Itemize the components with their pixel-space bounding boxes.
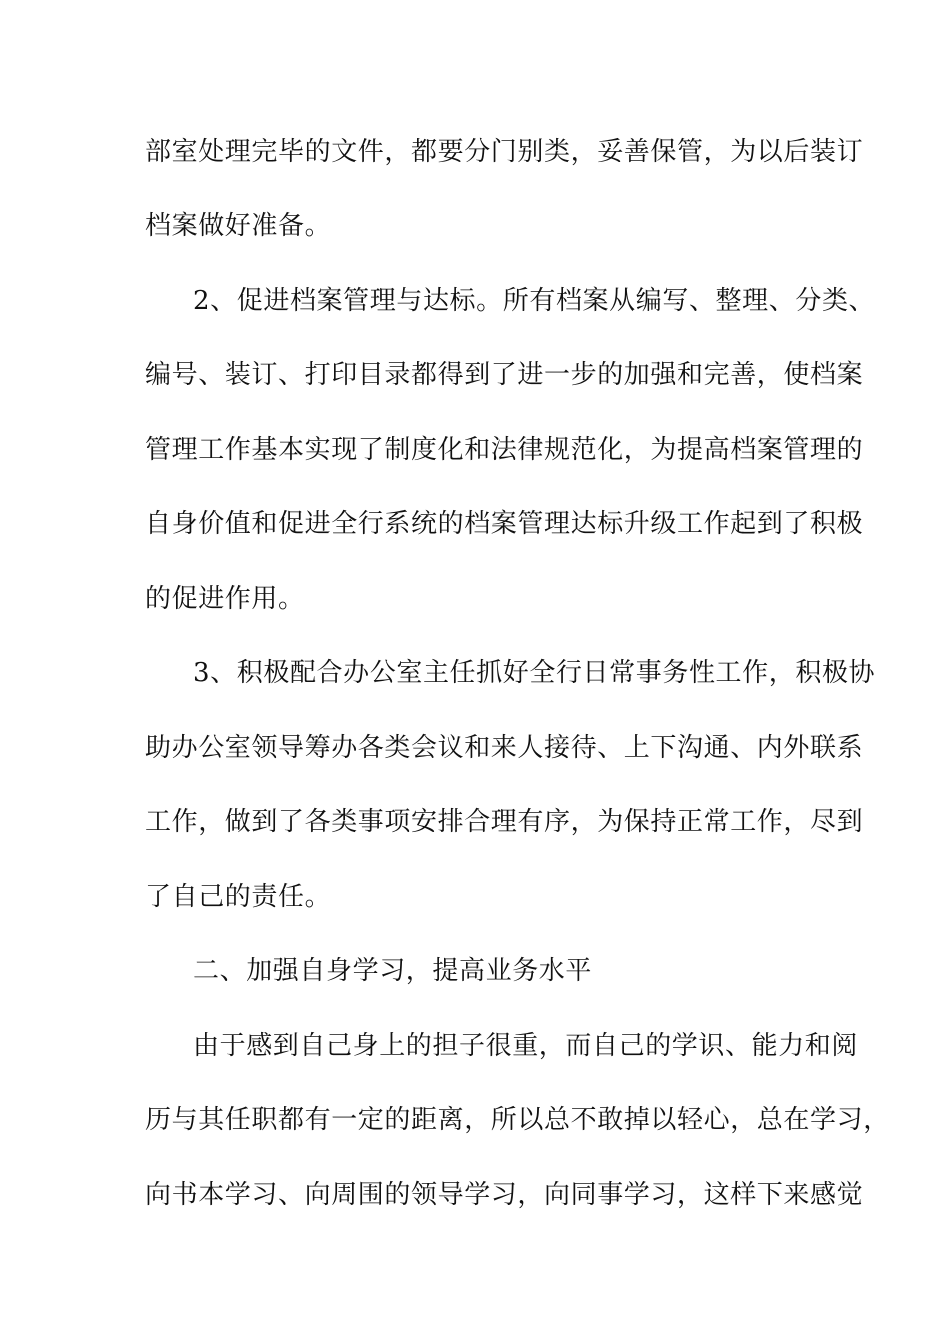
text-line: 自身价值和促进全行系统的档案管理达标升级工作起到了积极 bbox=[145, 509, 864, 539]
section-heading: 二、加强自身学习，提高业务水平 bbox=[193, 956, 593, 986]
text-line: 助办公室领导筹办各类会议和来人接待、上下沟通、内外联系 bbox=[145, 733, 864, 763]
text-line: 的促进作用。 bbox=[145, 584, 305, 614]
text-line: 编号、装订、打印目录都得到了进一步的加强和完善，使档案 bbox=[145, 360, 864, 390]
text-line: 部室处理完毕的文件，都要分门别类，妥善保管，为以后装订 bbox=[145, 137, 864, 167]
text-line: 由于感到自己身上的担子很重，而自己的学识、能力和阅 bbox=[193, 1031, 859, 1061]
text-line: 向书本学习、向周围的领导学习，向同事学习，这样下来感觉 bbox=[145, 1180, 864, 1210]
text-line: 档案做好准备。 bbox=[145, 211, 332, 241]
text-line: 管理工作基本实现了制度化和法律规范化，为提高档案管理的 bbox=[145, 435, 864, 465]
text-line: 3、积极配合办公室主任抓好全行日常事务性工作，积极协 bbox=[193, 658, 876, 688]
text-line: 工作，做到了各类事项安排合理有序，为保持正常工作，尽到 bbox=[145, 807, 864, 837]
text-line: 2、促进档案管理与达标。所有档案从编写、整理、分类、 bbox=[193, 286, 876, 316]
text-line: 历与其任职都有一定的距离，所以总不敢掉以轻心，总在学习， bbox=[145, 1105, 890, 1135]
text-line: 了自己的责任。 bbox=[145, 882, 332, 912]
